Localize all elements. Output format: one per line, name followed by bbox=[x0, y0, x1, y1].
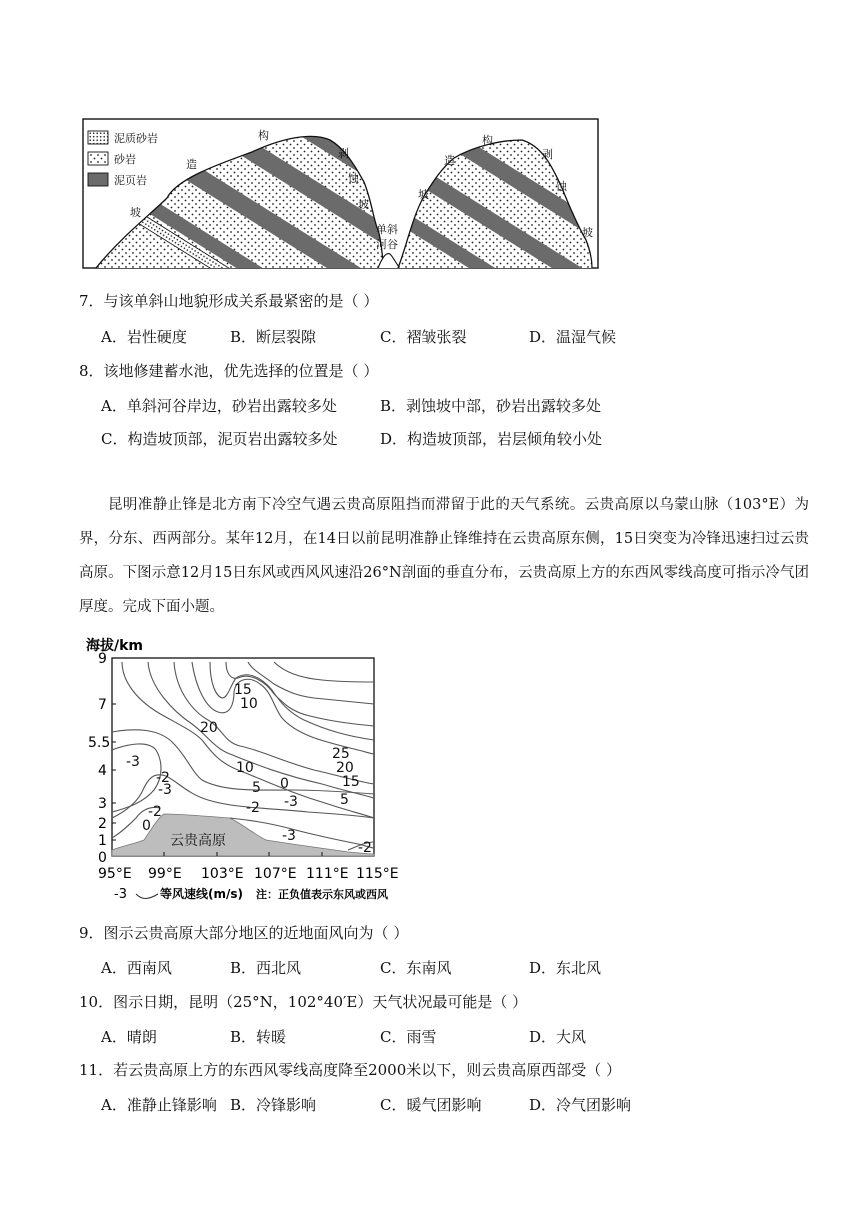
q11-option-d: D．冷气团影响 bbox=[529, 1096, 632, 1114]
label-shi-right: 蚀 bbox=[556, 180, 567, 193]
contour-label-neg3c: -3 bbox=[284, 794, 298, 810]
label-gou-left: 构 bbox=[258, 129, 269, 142]
question-7-stem: 与该单斜山地貌形成关系最紧密的是（ ） bbox=[103, 292, 379, 310]
label-bo-left: 剥 bbox=[338, 147, 349, 160]
q11-option-b: B．冷锋影响 bbox=[230, 1096, 317, 1114]
contour-label-20b: 20 bbox=[336, 760, 354, 776]
contour-label-neg2d: -2 bbox=[358, 840, 372, 856]
q10-option-a: A．晴朗 bbox=[101, 1028, 157, 1046]
contour-label-10a: 10 bbox=[240, 696, 258, 712]
x-tick-111e: 111°E bbox=[306, 866, 349, 882]
x-tick-99e: 99°E bbox=[148, 866, 182, 882]
label-zao-left: 造 bbox=[186, 158, 197, 171]
y-tick-2: 2 bbox=[98, 816, 107, 832]
contour-label-neg3a: -3 bbox=[126, 754, 140, 770]
plateau-label: 云贵高原 bbox=[170, 833, 226, 849]
legend-note: 注：正负值表示东风或西风 bbox=[256, 888, 388, 901]
question-8-number: 8． bbox=[79, 362, 104, 380]
legend-sample-value: -3 bbox=[114, 887, 127, 902]
q9-option-c: C．东南风 bbox=[380, 959, 452, 977]
q10-option-d: D．大风 bbox=[529, 1028, 587, 1046]
contour-label-10b: 10 bbox=[236, 760, 254, 776]
label-zao-right: 造 bbox=[444, 154, 455, 167]
q10-option-b: B．转暖 bbox=[230, 1028, 287, 1046]
label-valley-1: 单斜 bbox=[376, 223, 398, 236]
label-po-left: 坡 bbox=[130, 206, 141, 219]
contour-label-neg2a: -2 bbox=[156, 770, 170, 786]
question-11 bbox=[79, 1059, 621, 1080]
q8-option-b: B．剥蚀坡中部，砂岩出露较多处 bbox=[380, 397, 602, 415]
passage bbox=[79, 488, 809, 624]
y-tick-1: 1 bbox=[98, 833, 107, 849]
label-po-right: 坡 bbox=[418, 188, 429, 201]
question-7-number: 7． bbox=[79, 292, 104, 310]
q9-option-a: A．西南风 bbox=[101, 959, 172, 977]
x-tick-115e: 115°E bbox=[356, 866, 399, 882]
contour-label-20a: 20 bbox=[200, 720, 218, 736]
y-axis-title: 海拔/km bbox=[86, 638, 144, 654]
legend-label-sandstone: 砂岩 bbox=[114, 153, 136, 166]
q10-option-c: C．雨雪 bbox=[380, 1028, 437, 1046]
contour-label-neg2c: -2 bbox=[246, 800, 260, 816]
contour-label-0a: 0 bbox=[142, 818, 151, 834]
label-bo-right: 剥 bbox=[542, 148, 553, 161]
x-tick-95e: 95°E bbox=[98, 866, 132, 882]
q8-option-a: A．单斜河谷岸边，砂岩出露较多处 bbox=[101, 397, 337, 415]
label-gou-right: 构 bbox=[482, 134, 493, 147]
x-tick-103e: 103°E bbox=[201, 866, 244, 882]
q7-option-d: D．温湿气候 bbox=[529, 328, 617, 346]
figure2-legend bbox=[114, 886, 389, 902]
question-7 bbox=[79, 290, 378, 311]
label-shi-left: 蚀 bbox=[348, 172, 359, 185]
q8-option-d: D．构造坡顶部，岩层倾角较小处 bbox=[380, 430, 603, 448]
question-11-number: 11． bbox=[79, 1061, 114, 1079]
contour-label-neg2b: -2 bbox=[148, 804, 162, 820]
question-10-stem: 图示日期，昆明（25°N，102°40′E）天气状况最可能是（ ） bbox=[113, 993, 528, 1011]
q9-option-b: B．西北风 bbox=[230, 959, 302, 977]
q11-option-a: A．准静止锋影响 bbox=[101, 1096, 217, 1114]
q9-option-d: D．东北风 bbox=[529, 959, 602, 977]
question-8 bbox=[79, 360, 378, 381]
y-tick-5-5: 5.5 bbox=[88, 735, 111, 751]
question-10 bbox=[79, 991, 527, 1012]
q11-option-c: C．暖气团影响 bbox=[380, 1096, 482, 1114]
legend-label-shale: 泥页岩 bbox=[114, 174, 147, 187]
question-9 bbox=[79, 922, 408, 943]
x-tick-107e: 107°E bbox=[254, 866, 297, 882]
y-tick-7: 7 bbox=[98, 697, 107, 713]
contour-label-5a: 5 bbox=[252, 780, 261, 796]
label-po2-left: 坡 bbox=[358, 198, 369, 211]
legend-contour-text: 等风速线(m/s) bbox=[160, 887, 243, 901]
label-valley-2: 河谷 bbox=[376, 238, 398, 251]
passage-text: 昆明准静止锋是北方南下冷空气遇云贵高原阻挡而滞留于此的天气系统。云贵高原以乌蒙山脉（103°E）为界，分东、西两部分。某年12月，在14日以前昆明准静止锋维持在云贵高原东侧，15日突变为冷锋迅速扫过云贵高原。下图示意12月15日东风或西风风速沿26°N剖面的垂直分布，云贵高原上方的东西风零线高度可指示冷气团厚度。完成下面小题。 bbox=[79, 497, 809, 615]
contour-label-15b: 15 bbox=[342, 774, 360, 790]
question-11-stem: 若云贵高原上方的东西风零线高度降至2000米以下，则云贵高原西部受（ ） bbox=[113, 1061, 622, 1079]
q7-option-b: B．断层裂隙 bbox=[230, 328, 317, 346]
contour-label-25: 25 bbox=[332, 746, 350, 762]
contour-label-neg3b: -3 bbox=[158, 782, 172, 798]
y-tick-3: 3 bbox=[98, 796, 107, 812]
legend-label-muddy-sandstone: 泥质砂岩 bbox=[114, 132, 158, 145]
y-tick-4: 4 bbox=[98, 763, 107, 779]
contour-label-0b: 0 bbox=[280, 776, 289, 792]
q7-option-a: A．岩性硬度 bbox=[101, 328, 187, 346]
q7-option-c: C．褶皱张裂 bbox=[380, 328, 467, 346]
monocline-figure bbox=[82, 118, 600, 270]
wind-section-figure bbox=[78, 632, 408, 904]
label-po2-right: 坡 bbox=[582, 226, 593, 239]
question-10-number: 10． bbox=[79, 993, 114, 1011]
q8-option-c: C．构造坡顶部，泥页岩出露较多处 bbox=[101, 430, 338, 448]
contour-label-15a: 15 bbox=[234, 682, 252, 698]
question-9-stem: 图示云贵高原大部分地区的近地面风向为（ ） bbox=[103, 924, 409, 942]
contour-label-5b: 5 bbox=[340, 792, 349, 808]
question-8-stem: 该地修建蓄水池，优先选择的位置是（ ） bbox=[103, 362, 379, 380]
y-tick-9: 9 bbox=[98, 651, 107, 667]
contour-label-neg3d: -3 bbox=[282, 828, 296, 844]
question-9-number: 9． bbox=[79, 924, 104, 942]
y-tick-0: 0 bbox=[98, 850, 107, 866]
